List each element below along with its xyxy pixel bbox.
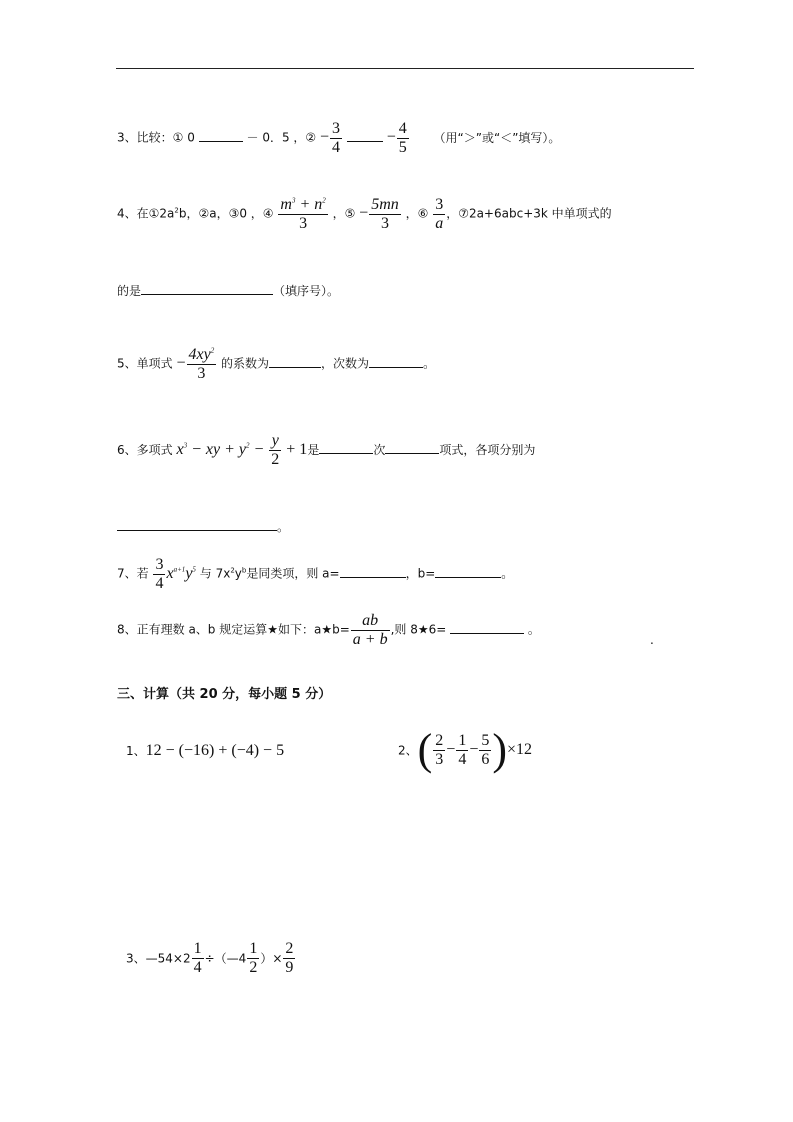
calc-3 (126, 940, 296, 976)
q5-suffix: 。 (423, 356, 436, 371)
calc-2-frac-2: $\frac{1}{4}$ (458, 731, 467, 768)
q3-mid: － 0．5 ，② (246, 130, 317, 145)
q6-prefix: 6、多项式 (117, 442, 173, 457)
open-paren-icon: ( (417, 725, 433, 774)
q4-blank[interactable] (141, 282, 273, 295)
q6-line2-suffix: 。 (277, 520, 290, 534)
q8-prefix: 8、正有理数 a、b 规定运算★如下：a★b= (117, 622, 350, 637)
calc-2-frac-1: $\frac{2}{3}$ (435, 731, 444, 768)
calc-2-frac-3: $\frac{5}{6}$ (481, 731, 490, 768)
question-3 (117, 120, 560, 156)
q3-frac2-sign: − (386, 128, 396, 146)
calc-2-tail: ×12 (507, 741, 533, 758)
q6-blank-2[interactable] (385, 441, 439, 454)
question-6 (117, 432, 535, 468)
q8-blank[interactable] (450, 621, 524, 634)
question-5 (117, 346, 435, 382)
q8-dot: . (650, 633, 654, 647)
q7-mid1: 与 7x (199, 566, 231, 581)
q7-mid3: ，b= (405, 566, 436, 581)
calc-3-frac-2: $\frac{1}{2}$ (249, 940, 258, 976)
q4-suffix: ，⑦2a+6abc+3k 中单项式的 (446, 206, 612, 221)
calc-3-mid2: ）× (260, 951, 283, 966)
q6-blank-1[interactable] (319, 441, 373, 454)
q7-term: $x^{a+1}y^5$ (166, 564, 196, 582)
q7-suffix: 。 (501, 566, 514, 581)
calc-3-frac-3: $\frac{2}{9}$ (285, 940, 294, 976)
q6-expr: $x^3$ − xy + $y^2$ − $\frac{y}{2}$ + 1 (176, 432, 308, 468)
q4-sep6: ，⑥ (405, 206, 429, 221)
q5-mid2: ，次数为 (321, 356, 370, 371)
q3-frac1: $\frac{3}{4}$ (332, 120, 341, 156)
question-6-line-2 (117, 518, 289, 535)
q4-frac-6: $\frac{3}{a}$ (435, 196, 444, 232)
q5-blank-1[interactable] (269, 355, 321, 368)
q4-frac-5: $\frac{5mn}{3}$ (371, 196, 399, 232)
q5-mid1: 的系数为 (221, 356, 270, 371)
q4-part2: b，②a，③0 ，④ (178, 206, 274, 221)
q5-prefix: 5、单项式 (117, 356, 173, 371)
q8-suffix: 。 (524, 622, 540, 637)
q6-blank-3[interactable] (117, 518, 277, 531)
q4-line2-prefix: 的是 (117, 284, 142, 298)
q3-prefix: 3、比较：① 0 (117, 130, 199, 145)
q3-suffix: （用“＞”或“＜”填写）。 (433, 130, 561, 145)
q4-sup: 2 (174, 206, 179, 215)
calc-3-frac-1: $\frac{1}{4}$ (193, 940, 202, 976)
question-4 (117, 196, 612, 232)
calc-1 (126, 742, 284, 760)
question-8 (117, 612, 540, 648)
q4-line2-suffix: （填序号）。 (273, 284, 340, 298)
q5-frac: $\frac{4xy^2}{3}$ (188, 346, 215, 382)
q3-frac2: $\frac{4}{5}$ (398, 120, 407, 156)
calc-2: 2、( $\frac{2}{3}$ − $\frac{1}{4}$ − $\frac{5}{6}$ )×12 (398, 725, 533, 774)
calc-3-mid: ÷（—4 (204, 951, 247, 966)
calc-1-label: 1、 (126, 744, 146, 758)
q4-prefix: 4、在①2a (117, 206, 175, 221)
q6-mid2: 次 (373, 442, 386, 457)
q3-blank-2[interactable] (347, 129, 383, 142)
q3-blank-1[interactable] (199, 129, 243, 142)
q7-blank-a[interactable] (340, 565, 406, 578)
question-4-line-2 (117, 282, 339, 299)
calc-3-label: 3、—54×2 (126, 951, 191, 966)
calc-2-label: 2、 (398, 743, 418, 758)
q7-blank-b[interactable] (435, 565, 501, 578)
question-7: 7、若 $\frac{3}{4}$ $x^{a+1}y^5$ 与 $7x^2y^b$是同类项，则 a= ，b= 。 (117, 556, 514, 592)
q5-frac-sign: − (176, 354, 186, 372)
q4-sep5: ，⑤ (332, 206, 356, 221)
q6-mid3: 项式，各项分别为 (439, 442, 536, 457)
section-3-title: 三、计算（共 20 分，每小题 5 分） (117, 687, 332, 702)
q3-frac1-sign: − (320, 128, 330, 146)
q8-frac: $\frac{ab}{a + b}$ (352, 612, 388, 648)
close-paren-icon: ) (492, 725, 508, 774)
q4-frac-4: $\frac{m^3 + n^2}{3}$ (280, 196, 326, 232)
q6-mid1: 是 (307, 442, 320, 457)
q5-blank-2[interactable] (369, 355, 423, 368)
header-rule (116, 68, 694, 69)
q7-frac: $\frac{3}{4}$ (155, 556, 164, 592)
calc-1-expr: 12 − (−16) + (−4) − 5 (145, 742, 285, 759)
q4-frac5-sign: − (359, 204, 369, 222)
q7-mid2: 是同类项，则 a= (246, 566, 340, 581)
q7-prefix: 7、若 (117, 566, 149, 581)
q8-mid: ,则 8★6= (390, 622, 451, 637)
